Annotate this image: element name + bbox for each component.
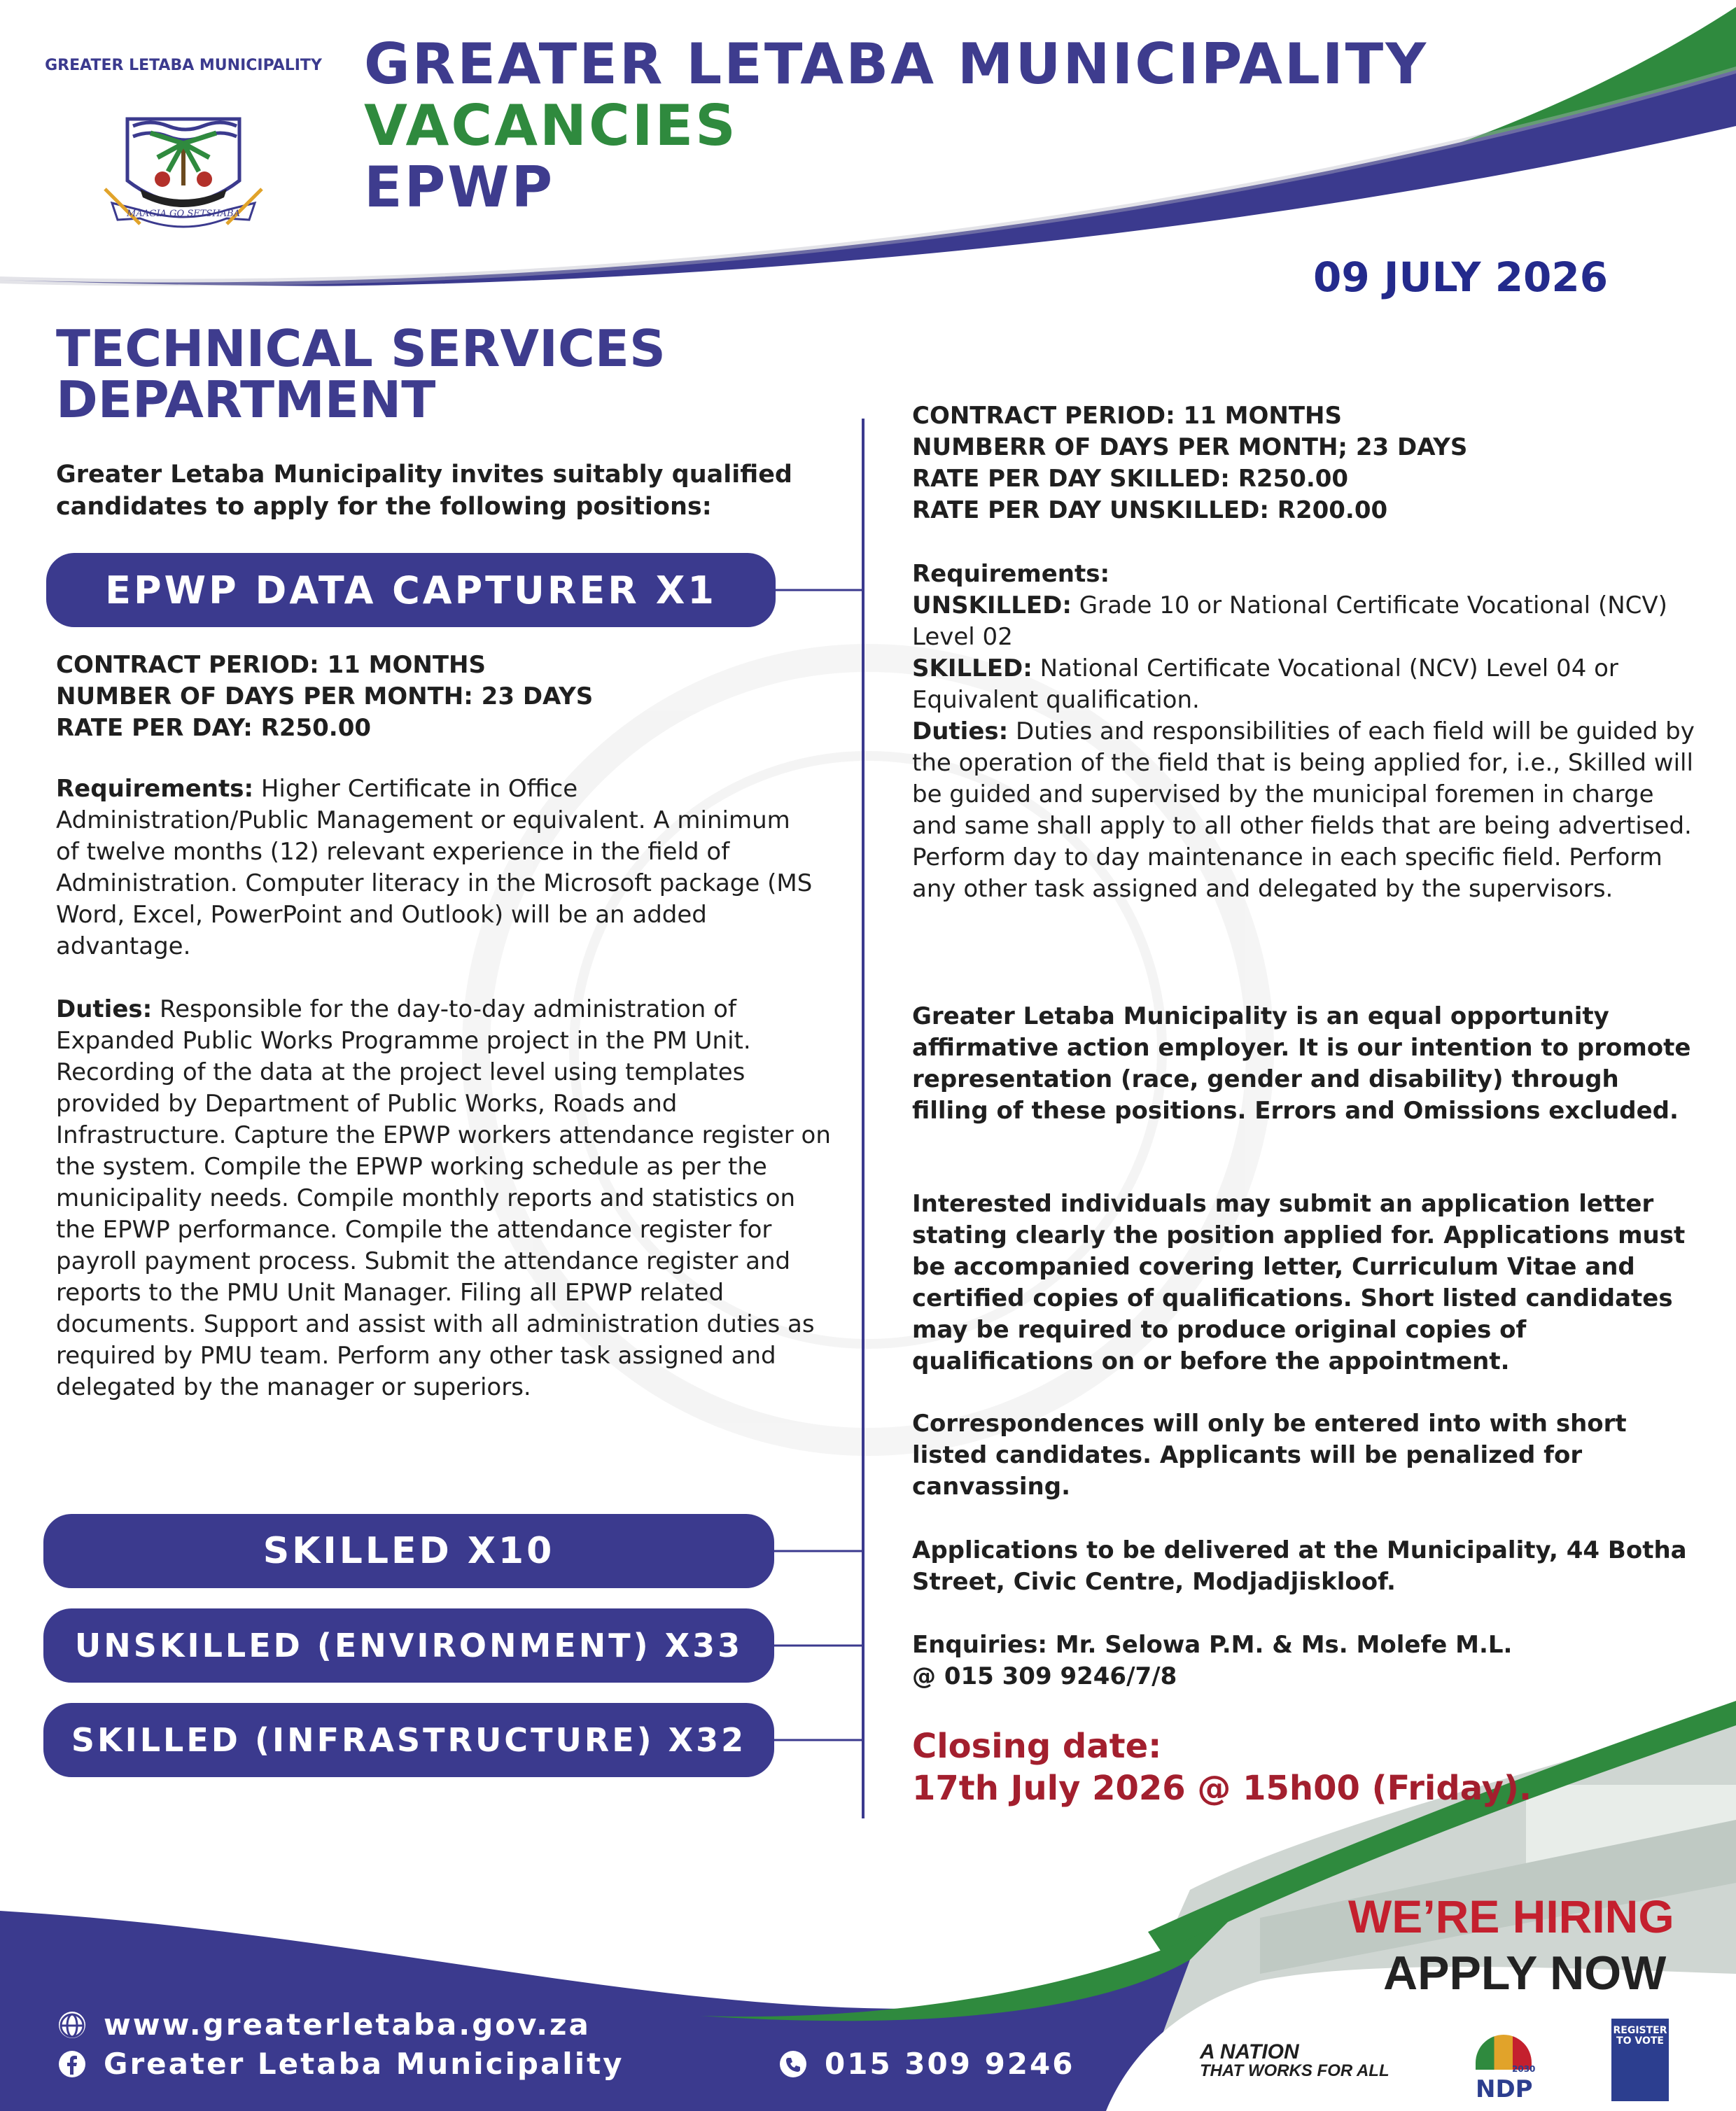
intro-text: Greater Letaba Municipality invites suitably qualified candidates to apply for the following positions: [56,461,792,521]
general-rate-skilled: RATE PER DAY SKILLED: R250.00 [912,465,1349,493]
general-duties-label: Duties: [912,717,1009,745]
position1-contract: CONTRACT PERIOD: 11 MONTHS [56,651,486,679]
globe-icon [59,2012,85,2038]
header-title-line1: GREATER LETABA MUNICIPALITY [364,31,1429,97]
facebook-icon [59,2051,85,2077]
register-line2: TO VOTE [1616,2035,1664,2047]
position1-duties [56,994,833,1403]
general-requirements [912,559,1703,905]
position1-requirements [56,773,819,962]
unskilled-text: Grade 10 or National Certificate Vocational (NCV) Level 02 [912,591,1667,651]
apply-now-text: APPLY NOW [1383,1947,1667,2000]
general-days: NUMBERR OF DAYS PER MONTH; 23 DAYS [912,433,1468,461]
publish-date: 09 JULY 2026 [1313,253,1609,301]
general-duties-text: Duties and responsibilities of each field will be guided by the operation of the field that is being applied for, i.e., Skilled will be guided and supervised by the municipal foremen in charge and same shall apply to all other fields that are being advertised. Perform day to day maintenance in each specific field. Perform any other task assigned and delegated by the supervisors. [912,717,1695,903]
position-pill-unskilled-environment: UNSKILLED (ENVIRONMENT) X33 [43,1608,774,1683]
requirements-text: Higher Certificate in Office Administration/Public Management or equivalent. A minimum of twelve months (12) relevant experience in the field of Administration. Computer literacy in the Microsoft package (MS Word, Excel, PowerPoint and Outlook) will be an added advantage. [56,775,813,960]
website-url: www.greaterletaba.gov.za [104,2007,591,2042]
position-pill-data-capturer: EPWP DATA CAPTURER X1 [46,553,776,627]
closing-label: Closing date: [912,1727,1162,1766]
skilled-text: National Certificate Vocational (NCV) Level 04 or Equivalent qualification. [912,654,1618,714]
register-line1: REGISTER [1613,2025,1667,2036]
department-heading: TECHNICAL SERVICES DEPARTMENT [56,319,666,430]
phone-icon [780,2051,806,2077]
general-rate-unskilled: RATE PER DAY UNSKILLED: R200.00 [912,496,1388,524]
closing-date [912,1725,1703,1809]
duties-label: Duties: [56,995,153,1023]
general-terms [912,400,1703,526]
requirements-label: Requirements: [56,775,254,803]
hiring-headline: WE’RE HIRING [1348,1891,1674,1942]
nation-line2: THAT WORKS FOR ALL [1200,2061,1390,2080]
application-instructions: Interested individuals may submit an application letter stating clearly the position applied for. Applications must be accompanied covering letter, Curriculum Vitae and certified copies of qualifications. Short listed candidates may be required to produce original copies of qualifications on or before the appointment. [912,1190,1686,1375]
footer-phone[interactable] [780,2047,1074,2081]
svg-text:GREATER LETABA MUNICIPALITY: GREATER LETABA MUNICIPALITY [45,57,322,74]
delivery-address: Applications to be delivered at the Municipality, 44 Botha Street, Civic Centre, Modjadjiskloof. [912,1536,1687,1596]
unskilled-requirement [912,590,1703,653]
enquiries-contacts: Enquiries: Mr. Selowa P.M. & Ms. Molefe M.L. [912,1631,1513,1659]
header-title-line2: VACANCIES [364,93,738,158]
skilled-requirement [912,653,1703,716]
ndp-logo [1476,2064,1536,2103]
correspondence-notice: Correspondences will only be entered into with short listed candidates. Applicants will be penalized for canvassing. [912,1410,1627,1501]
footer-facebook[interactable] [59,2047,624,2081]
duties-text: Responsible for the day-to-day administration of Expanded Public Works Programme project in the PM Unit. Recording of the data at the project level using templates provided by Department of Public Works, Roads and Infrastructure. Capture the EPWP workers attendance register on the system. Compile the EPWP working schedule as per the municipality needs. Compile monthly reports and statistics on the EPWP performance. Compile the attendance register for payroll payment process. Submit the attendance register and reports to the PMU Unit Manager. Filing all EPWP related documents. Support and assist with all administration duties as required by PMU team. Perform any other task assigned and delegated by the manager or superiors. [56,995,831,1401]
closing-value: 17th July 2026 @ 15h00 (Friday). [912,1769,1532,1808]
nation-that-works-logo [1200,2042,1390,2080]
header-title-line3: EPWP [364,155,555,220]
unskilled-label: UNSKILLED: [912,591,1072,619]
skilled-label: SKILLED: [912,654,1032,682]
phone-number: 015 309 9246 [825,2047,1075,2081]
footer-website[interactable] [59,2007,591,2042]
position1-terms [56,650,819,744]
ndp-text: NDP [1476,2075,1533,2103]
position1-days: NUMBER OF DAYS PER MONTH: 23 DAYS [56,682,594,710]
register-to-vote-badge [1611,2019,1669,2101]
requirements-heading: Requirements: [912,560,1110,588]
nation-line1: A NATION [1200,2040,1299,2063]
general-duties [912,716,1703,905]
enquiries [912,1629,1703,1692]
equal-opportunity-statement: Greater Letaba Municipality is an equal opportunity affirmative action employer. It is our intention to promote representation (race, gender and disability) through filling of these positions. Errors and Omissions excluded. [912,1002,1691,1125]
position1-rate: RATE PER DAY: R250.00 [56,714,372,742]
svg-text:MAAGIA GO SETSHABA: MAAGIA GO SETSHABA [127,209,240,219]
position-pill-skilled-infrastructure: SKILLED (INFRASTRUCTURE) X32 [43,1703,774,1777]
position-pill-skilled: SKILLED X10 [43,1514,774,1588]
facebook-page-name: Greater Letaba Municipality [104,2047,624,2081]
enquiries-phone: @ 015 309 9246/7/8 [912,1662,1177,1690]
ndp-year: 2030 [1512,2064,1536,2074]
general-contract: CONTRACT PERIOD: 11 MONTHS [912,402,1342,430]
